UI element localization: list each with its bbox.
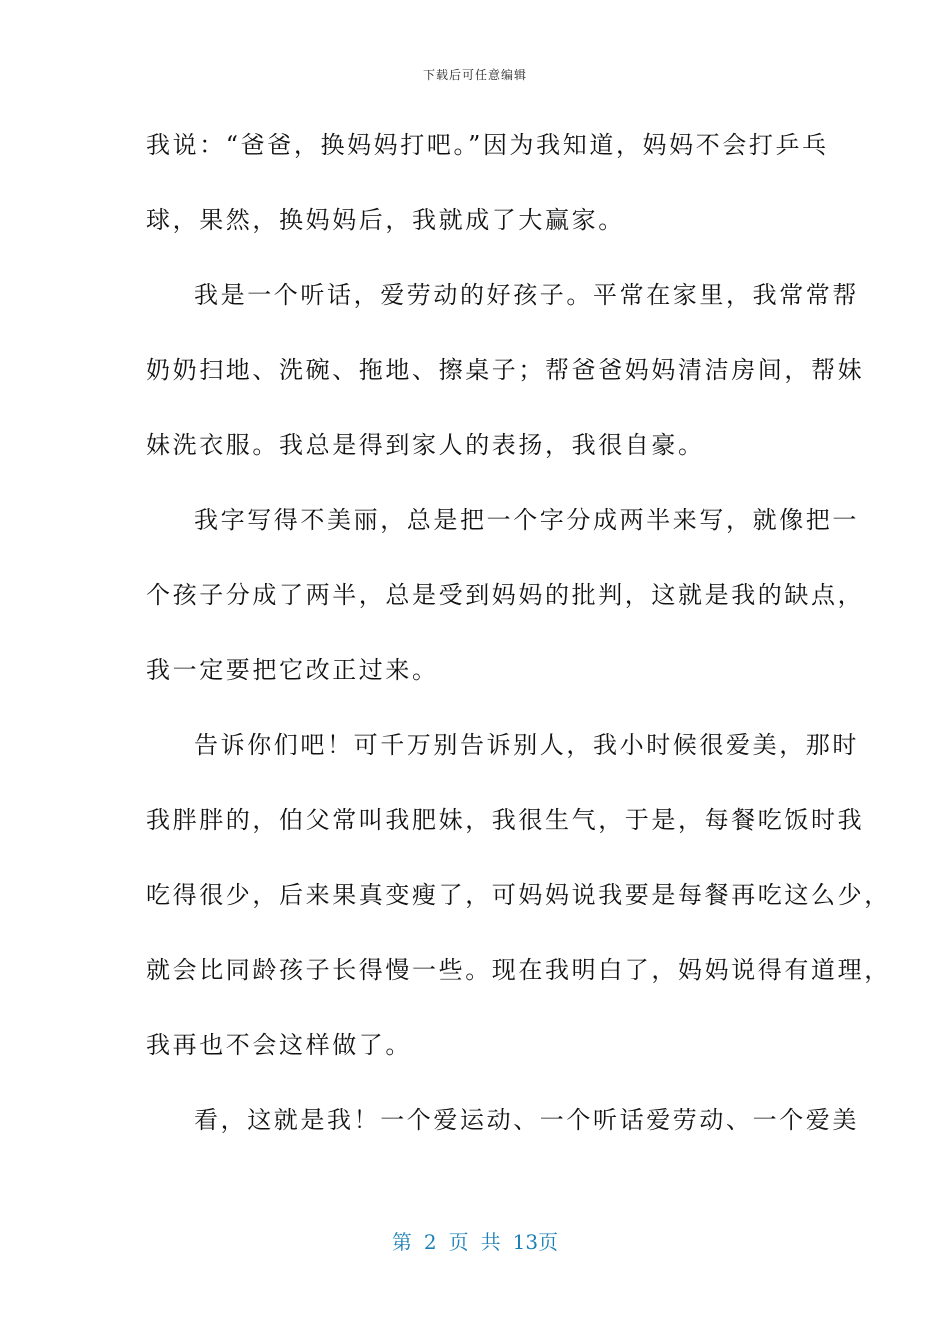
paragraph-first-line: 我是一个听话，爱劳动的好孩子。平常在家里，我常常帮 [194, 281, 859, 309]
footer-label-gong: 共 [480, 1230, 501, 1254]
text-line: 个孩子分成了两半，总是受到妈妈的批判，这就是我的缺点， [146, 581, 865, 609]
text-line: 我说：“爸爸，换妈妈打吧。”因为我知道，妈妈不会打乒乓 [146, 131, 829, 159]
footer-total-pages: 13页 [512, 1230, 559, 1254]
footer-page-number: 2 [423, 1230, 437, 1254]
text-line: 吃得很少，后来果真变瘦了，可妈妈说我要是每餐再吃这么少， [146, 881, 891, 909]
text-line: 奶奶扫地、洗碗、拖地、擦桌子；帮爸爸妈妈清洁房间，帮妹 [146, 356, 865, 384]
page-header: 下载后可任意编辑 [422, 68, 527, 82]
text-line: 我胖胖的，伯父常叫我肥妹，我很生气，于是，每餐吃饭时我 [146, 806, 865, 834]
text-line: 妹洗衣服。我总是得到家人的表扬，我很自豪。 [146, 431, 705, 459]
text-line: 球，果然，换妈妈后，我就成了大赢家。 [146, 206, 625, 234]
footer-label-di: 第 [391, 1230, 412, 1254]
text-line: 我再也不会这样做了。 [146, 1031, 412, 1059]
paragraph-first-line: 看，这就是我！一个爱运动、一个听话爱劳动、一个爱美 [194, 1106, 859, 1134]
text-line: 就会比同龄孩子长得慢一些。现在我明白了，妈妈说得有道理， [146, 956, 891, 984]
paragraph-first-line: 告诉你们吧！可千万别告诉别人，我小时候很爱美，那时 [194, 731, 859, 759]
footer-label-ye: 页 [448, 1230, 469, 1254]
paragraph-first-line: 我字写得不美丽，总是把一个字分成两半来写，就像把一 [194, 506, 859, 534]
page-footer [0, 1226, 950, 1255]
text-line: 我一定要把它改正过来。 [146, 656, 439, 684]
